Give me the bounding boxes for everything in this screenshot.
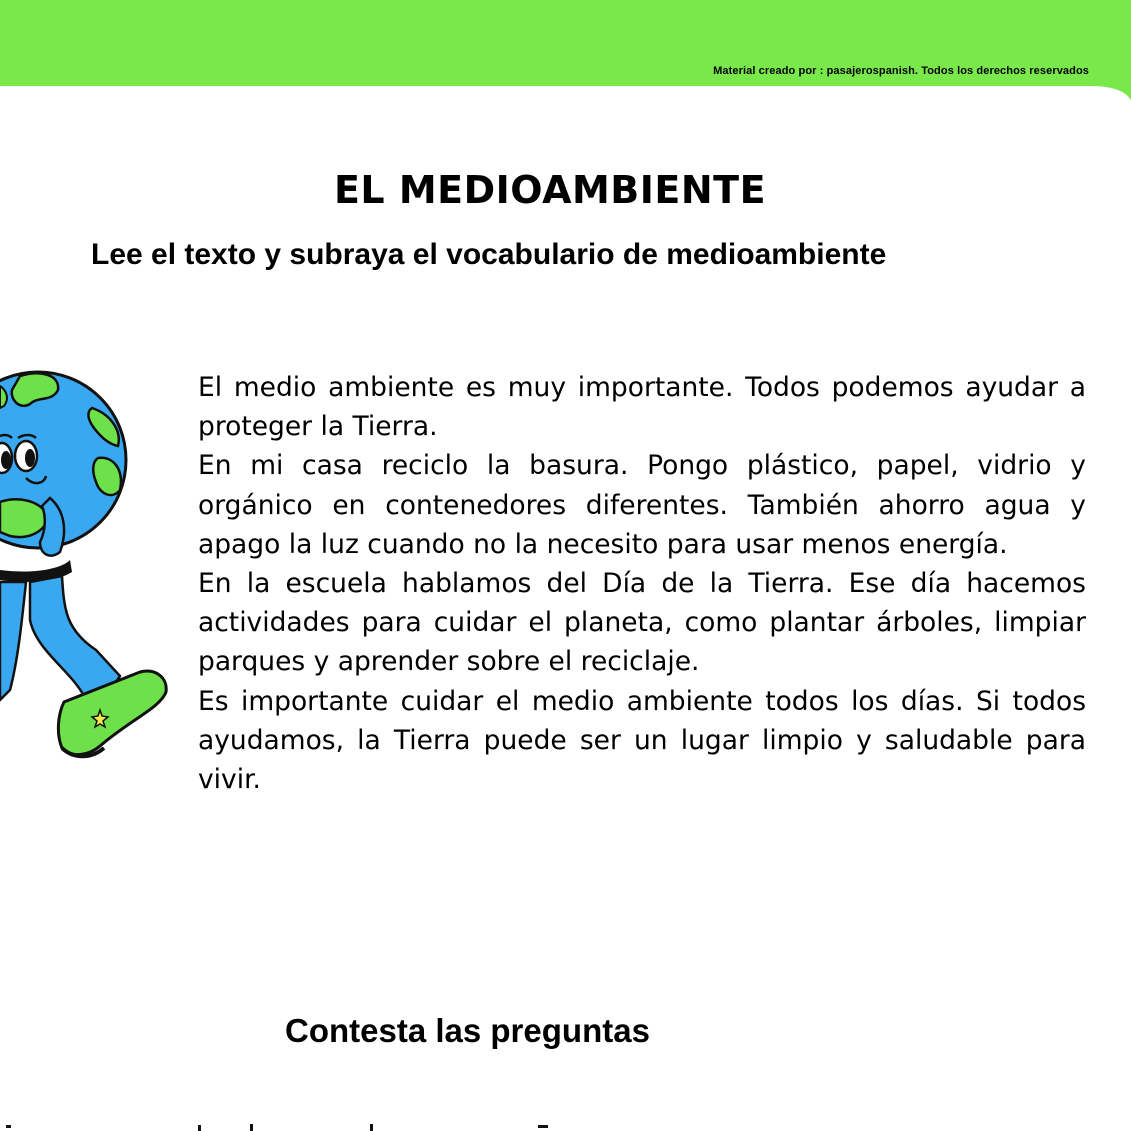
paragraph: En la escuela hablamos del Día de la Tierra. Ese día hacemos actividades para cuidar el planeta, como plantar árboles, limpiar parques y aprender sobre el reciclaje.: [198, 568, 1086, 678]
paragraph: Es importante cuidar el medio ambiente todos los días. Si todos ayudamos, la Tierra puede ser un lugar limpio y saludable para vivir.: [198, 685, 1086, 796]
paragraph: El medio ambiente es muy importante. Todos podemos ayudar a proteger la Tierra.: [198, 372, 1086, 443]
questions-heading: Contesta las preguntas: [285, 1012, 650, 1049]
copyright-credit: Material creado por : pasajerospanish. Todos los derechos reservados: [713, 65, 1089, 77]
earth-character-icon: [0, 360, 180, 780]
instruction-heading: Lee el texto y subraya el vocabulario de medioambiente: [91, 238, 887, 271]
cut-off-question-line: [0, 1120, 1131, 1131]
page-title: EL MEDIOAMBIENTE: [333, 168, 767, 212]
paragraph: En mi casa reciclo la basura. Pongo plástico, papel, vidrio y orgánico en contenedores diferentes. También ahorro agua y apago la luz cuando no la necesito para usar menos energía.: [198, 450, 1086, 560]
reading-text: [198, 368, 1086, 799]
header-band: [0, 0, 1131, 100]
